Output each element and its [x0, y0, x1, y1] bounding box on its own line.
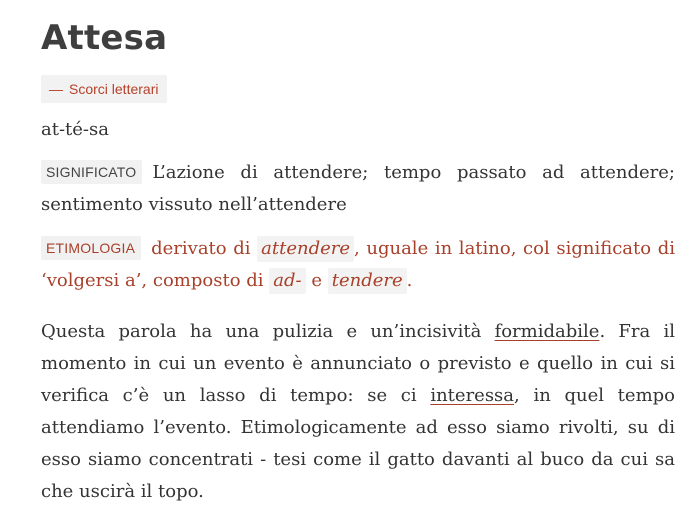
link-interessa[interactable]: interessa: [430, 385, 515, 406]
syllabification: at-té-sa: [41, 119, 109, 140]
etymology-label: ETIMOLOGIA: [41, 236, 141, 260]
etymology-section: [41, 233, 675, 297]
etymology-word-ad: ad-: [269, 268, 305, 294]
dash-icon: —: [49, 81, 63, 97]
etymology-text-2: , uguale in latino, col significato di ‘volgersi a’, composto di: [41, 238, 675, 291]
etymology-text-1: derivato di: [151, 238, 258, 259]
article-text-1: Questa parola ha una pulizia e un’incisività: [41, 321, 495, 342]
meaning-text: L’azione di attendere; tempo passato ad attendere; sentimento vissuto nell’attendere: [41, 162, 675, 215]
category-label: Scorci letterari: [69, 81, 159, 97]
article-paragraph: [41, 316, 675, 508]
entry-title: Attesa: [41, 18, 168, 58]
meaning-section: [41, 157, 675, 221]
article-text-3: , in quel tempo attendiamo l’evento. Etimologicamente ad esso siamo rivolti, su di esso siamo concentrati - tesi come il gatto davanti al buco da cui sa che uscirà il topo.: [41, 385, 675, 502]
etymology-text-3: e: [305, 270, 328, 291]
etymology-word-attendere: attendere: [257, 236, 354, 262]
etymology-text-4: .: [406, 270, 413, 291]
article-text-2: . Fra il momento in cui un evento è annunciato o previsto e quello in cui si verifica c’è un lasso di tempo: se ci: [41, 321, 675, 406]
meaning-label: SIGNIFICATO: [41, 160, 142, 184]
etymology-word-tendere: tendere: [328, 268, 407, 294]
category-tag[interactable]: [41, 75, 167, 103]
link-formidabile[interactable]: formidabile: [494, 321, 600, 342]
